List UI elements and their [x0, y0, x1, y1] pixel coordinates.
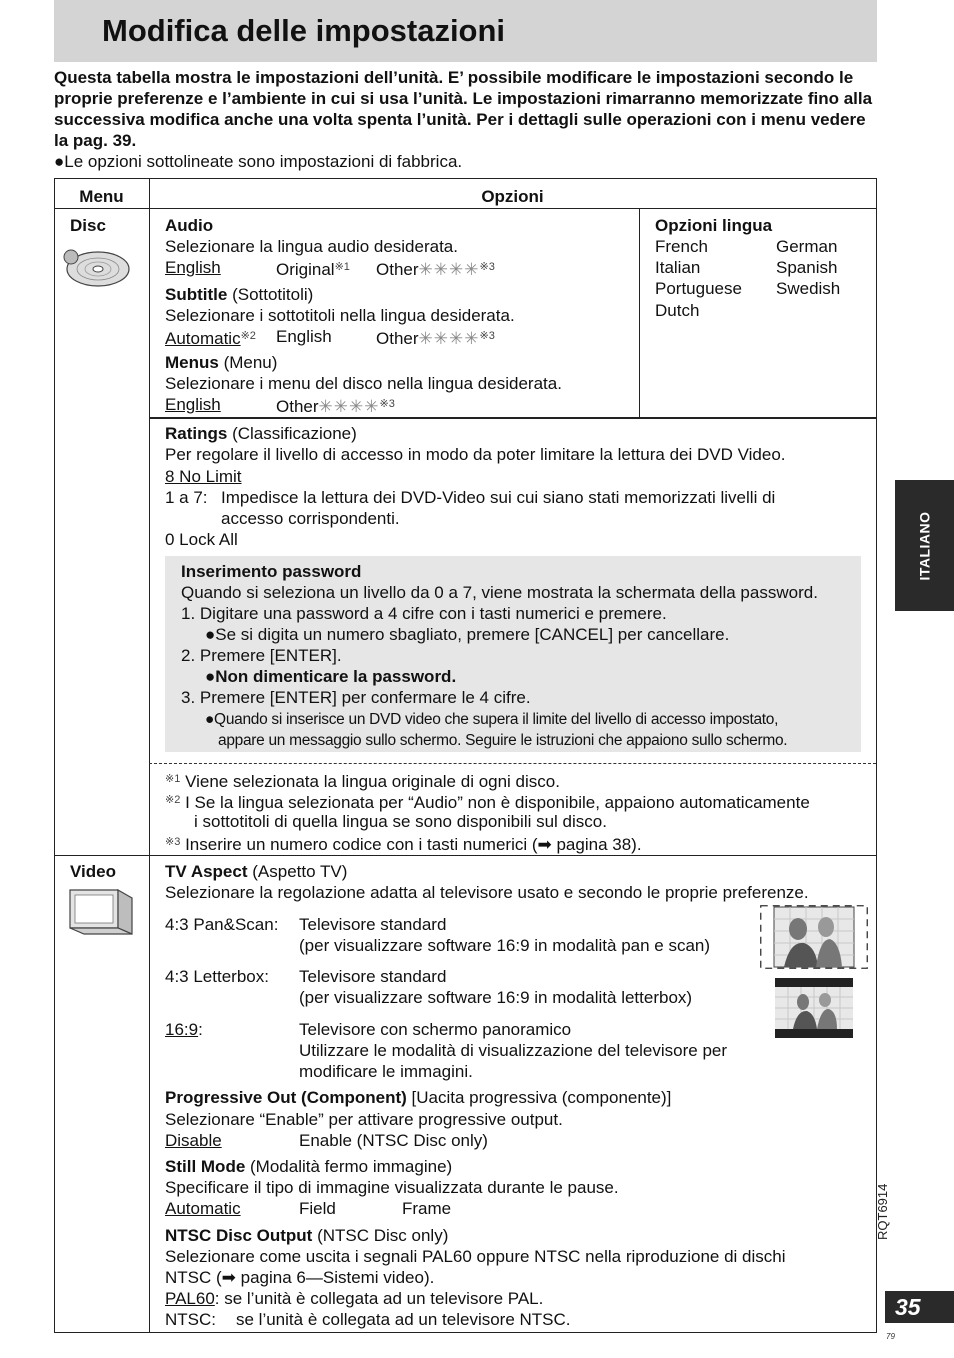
menus-title: Menus (Menu) — [165, 353, 278, 372]
password-step-1: 1. Digitare una password a 4 cifre con i tasti numerici e premere. — [181, 604, 667, 623]
still-opt-frame: Frame — [402, 1199, 452, 1218]
aspect-wide-label: 16:9: — [165, 1020, 203, 1039]
ntsc-output-desc-2: NTSC (➡ pagina 6—Sistemi video). — [165, 1268, 435, 1287]
language-item: German — [776, 237, 838, 256]
ratings-opt-1-7-line1: Impedisce la lettura dei DVD-Video sui cui siano stati memorizzati livelli di — [221, 488, 776, 507]
password-step-3-note-1: ●Quando si inserisce un DVD video che supera il limite del livello di accesso impostato, — [205, 711, 779, 728]
audio-desc: Selezionare la lingua audio desiderata. — [165, 237, 458, 256]
ratings-opt-no-limit: 8 No Limit — [165, 467, 242, 486]
footnote-divider — [149, 763, 876, 764]
aspect-wide-line2: Utilizzare le modalità di visualizzazione del televisore per — [299, 1041, 728, 1060]
audio-section-border — [149, 417, 877, 419]
ratings-title: Ratings (Classificazione) — [165, 424, 357, 443]
language-item: Italian — [655, 258, 701, 277]
ntsc-opt-pal60: PAL60: se l’unità è collegata ad un televisore PAL. — [165, 1289, 544, 1308]
table-right-border — [876, 178, 877, 1333]
footnote-2-line2: i sottotitoli di quella lingua se sono disponibili sul disco. — [194, 812, 607, 831]
small-page-number: 79 — [886, 1332, 895, 1341]
subtitle-desc: Selezionare i sottotitoli nella lingua desiderata. — [165, 306, 515, 325]
subtitle-title: Subtitle (Sottotitoli) — [165, 285, 314, 304]
aspect-pan-scan-label: 4:3 Pan&Scan: — [165, 915, 279, 934]
tv-aspect-title: TV Aspect (Aspetto TV) — [165, 862, 348, 881]
language-item: Portuguese — [655, 279, 742, 298]
audio-opt-english: English — [165, 258, 221, 277]
factory-note: ●Le opzioni sottolineate sono impostazioni di fabbrica. — [54, 152, 463, 171]
page-number-box — [885, 1291, 954, 1323]
subtitle-opt-automatic: Automatic$^{※2}$ — [165, 329, 256, 348]
video-label: Video — [70, 862, 116, 881]
header-menu: Menu — [79, 187, 124, 206]
menus-opt-other: Other✳✳✳✳$^{※3}$ — [276, 397, 395, 416]
language-item: Spanish — [776, 258, 838, 277]
still-opt-automatic: Automatic — [165, 1199, 241, 1218]
password-step-3-note-2: appare un messaggio sullo schermo. Seguire le istruzioni che appaiono sullo schermo. — [218, 732, 788, 749]
still-opt-field: Field — [299, 1199, 336, 1218]
aspect-letterbox-line2: (per visualizzare software 16:9 in modalità letterbox) — [299, 988, 693, 1007]
audio-opt-original: Original$^{※1}$ — [276, 260, 350, 279]
ntsc-output-title: NTSC Disc Output (NTSC Disc only) — [165, 1226, 449, 1245]
password-step-2-note: ●Non dimenticare la password. — [205, 667, 457, 686]
password-title: Inserimento password — [181, 562, 362, 581]
letterbox-image-icon — [775, 978, 853, 1038]
password-step-2: 2. Premere [ENTER]. — [181, 646, 342, 665]
progressive-desc: Selezionare “Enable” per attivare progressive output. — [165, 1110, 563, 1129]
aspect-pan-scan-line1: Televisore standard — [299, 915, 447, 934]
ratings-opt-lock-all: 0 Lock All — [165, 530, 238, 549]
footnote-3: $^{※3}$ Inserire un numero codice con i tasti numerici (➡ pagina 38). — [165, 835, 642, 854]
ratings-desc: Per regolare il livello di accesso in modo da poter limitare la lettura dei DVD Video. — [165, 445, 786, 464]
header-options: Opzioni — [481, 187, 544, 206]
page-title: Modifica delle impostazioni — [102, 13, 506, 48]
language-item: French — [655, 237, 708, 256]
aspect-pan-scan-line2: (per visualizzare software 16:9 in modalità pan e scan) — [299, 936, 711, 955]
disc-icon — [60, 245, 132, 289]
aspect-letterbox-label: 4:3 Letterbox: — [165, 967, 269, 986]
password-step-3: 3. Premere [ENTER] per confermare le 4 cifre. — [181, 688, 531, 707]
table-top-border — [54, 178, 877, 179]
disc-label: Disc — [70, 216, 106, 235]
tv-aspect-desc: Selezionare la regolazione adatta al televisore usato e secondo le proprie preferenze. — [165, 883, 809, 902]
menus-opt-english: English — [165, 395, 221, 414]
aspect-letterbox-line1: Televisore standard — [299, 967, 447, 986]
language-item: Swedish — [776, 279, 841, 298]
still-mode-desc: Specificare il tipo di immagine visualizzata durante le pause. — [165, 1178, 619, 1197]
table-bottom-border — [54, 1332, 877, 1333]
ratings-opt-1-7-label: 1 a 7: — [165, 488, 208, 507]
progressive-title: Progressive Out (Component) [Uacita progressiva (componente)] — [165, 1088, 672, 1107]
password-step-1-note: ●Se si digita un numero sbagliato, premere [CANCEL] per cancellare. — [205, 625, 730, 644]
progressive-opt-enable: Enable (NTSC Disc only) — [299, 1131, 488, 1150]
side-tab-label: ITALIANO — [916, 510, 932, 581]
language-side-tab — [895, 480, 954, 611]
table-header-border — [54, 208, 877, 209]
document-code: RQT6914 — [875, 1183, 890, 1240]
intro — [54, 67, 874, 172]
ntsc-output-desc-1: Selezionare come uscita i segnali PAL60 oppure NTSC nella riproduzione di dischi — [165, 1247, 786, 1266]
footnote-1: $^{※1}$ Viene selezionata la lingua originale di ogni disco. — [165, 772, 560, 791]
intro-text: Questa tabella mostra le impostazioni dell’unità. E’ possibile modificare le impostazioni secondo le proprie preferenze e l’ambiente in cui si usa l’unità. Le impostazioni rimarranno memorizzate fino alla successiva modifica anche una volta spenta l’unità. Per i dettagli sulle operazioni con i menu vedere la pag. 39. — [54, 68, 873, 150]
ntsc-opt-ntsc-label: NTSC: — [165, 1310, 216, 1329]
aspect-wide-line3: modificare le immagini. — [299, 1062, 473, 1081]
language-column-divider — [639, 208, 640, 418]
aspect-wide-line1: Televisore con schermo panoramico — [299, 1020, 572, 1039]
language-item: Dutch — [655, 301, 700, 320]
password-desc: Quando si seleziona un livello da 0 a 7, viene mostrata la schermata della password. — [181, 583, 818, 602]
footnote-2: $^{※2}$ I Se la lingua selezionata per “Audio” non è disponibile, appaiono automaticamente — [165, 793, 810, 812]
language-options-title: Opzioni lingua — [655, 216, 773, 235]
pan-scan-image-icon — [760, 905, 868, 969]
page-number: 35 — [895, 1294, 921, 1320]
subtitle-opt-english: English — [276, 327, 332, 346]
table-column-divider — [149, 178, 150, 1333]
subtitle-opt-other: Other✳✳✳✳$^{※3}$ — [376, 329, 495, 348]
audio-title: Audio — [165, 216, 214, 235]
ratings-opt-1-7-line2: accesso corrispondenti. — [221, 509, 400, 528]
table-left-border — [54, 178, 55, 1333]
menus-desc: Selezionare i menu del disco nella lingua desiderata. — [165, 374, 562, 393]
disc-video-divider — [54, 855, 877, 856]
tv-icon — [66, 884, 136, 938]
title-bar — [54, 0, 877, 62]
still-mode-title: Still Mode (Modalità fermo immagine) — [165, 1157, 453, 1176]
ntsc-opt-ntsc-text: se l’unità è collegata ad un televisore NTSC. — [236, 1310, 571, 1329]
audio-opt-other: Other✳✳✳✳$^{※3}$ — [376, 260, 495, 279]
progressive-opt-disable: Disable — [165, 1131, 222, 1150]
